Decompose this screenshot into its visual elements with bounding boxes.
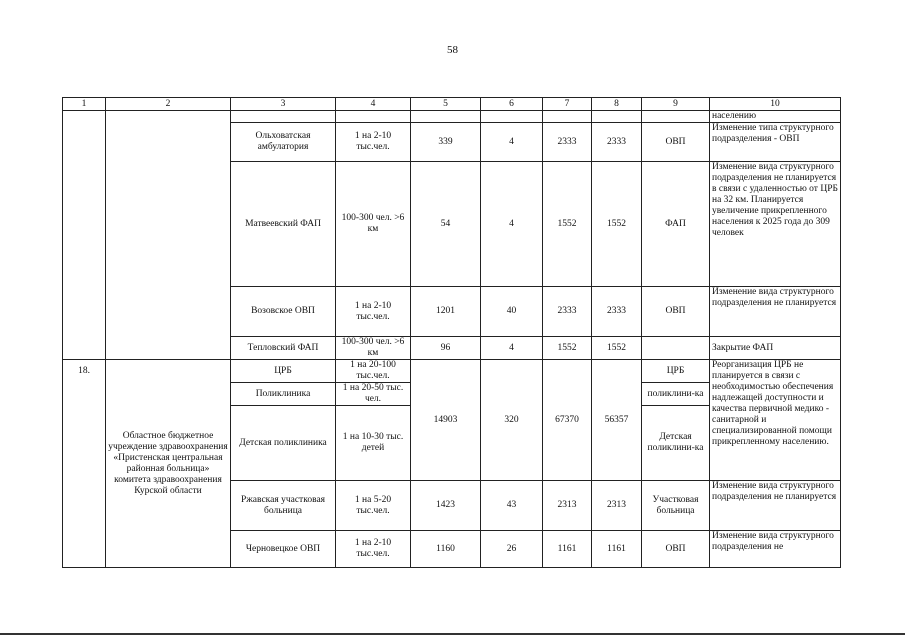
facilities-table xyxy=(62,97,841,568)
value: 2333 xyxy=(543,287,592,337)
cell xyxy=(592,111,642,123)
norm: 100-300 чел. >6 км xyxy=(336,162,411,287)
header-cell: 9 xyxy=(642,98,710,111)
value: 96 xyxy=(411,337,481,360)
header-cell: 8 xyxy=(592,98,642,111)
table-row xyxy=(63,360,841,383)
facility-name: Возовское ОВП xyxy=(231,287,336,337)
value: 40 xyxy=(481,287,543,337)
header-cell: 10 xyxy=(710,98,841,111)
type xyxy=(642,337,710,360)
cell xyxy=(642,111,710,123)
note: Изменение вида структурного подразделения не планируется xyxy=(710,287,841,337)
value: 2333 xyxy=(592,123,642,162)
value: 4 xyxy=(481,337,543,360)
value: 320 xyxy=(481,360,543,481)
type: Участковая больница xyxy=(642,481,710,531)
value: 339 xyxy=(411,123,481,162)
norm: 1 на 2-10 тыс.чел. xyxy=(336,287,411,337)
note: Изменение типа структурного подразделения - ОВП xyxy=(710,123,841,162)
header-row xyxy=(63,98,841,111)
type: Детская поликлини-ка xyxy=(642,406,710,481)
value: 2313 xyxy=(592,481,642,531)
header-cell: 1 xyxy=(63,98,106,111)
type: ОВП xyxy=(642,123,710,162)
type: ОВП xyxy=(642,287,710,337)
type: ОВП xyxy=(642,531,710,568)
norm: 100-300 чел. >6 км xyxy=(336,337,411,360)
header-cell: 3 xyxy=(231,98,336,111)
value: 1552 xyxy=(543,162,592,287)
value: 1552 xyxy=(592,162,642,287)
note: Закрытие ФАП xyxy=(710,337,841,360)
norm: 1 на 2-10 тыс.чел. xyxy=(336,531,411,568)
norm: 1 на 5-20 тыс.чел. xyxy=(336,481,411,531)
cell xyxy=(481,111,543,123)
facility-name: Тепловский ФАП xyxy=(231,337,336,360)
facility-name: Матвеевский ФАП xyxy=(231,162,336,287)
header-cell: 7 xyxy=(543,98,592,111)
row-number: 18. xyxy=(63,360,106,568)
value: 56357 xyxy=(592,360,642,481)
value: 1160 xyxy=(411,531,481,568)
value: 1552 xyxy=(543,337,592,360)
value: 2313 xyxy=(543,481,592,531)
facility-name: Черновецкое ОВП xyxy=(231,531,336,568)
note: Изменение вида структурного подразделения не планируется xyxy=(710,481,841,531)
header-cell: 2 xyxy=(106,98,231,111)
cell xyxy=(543,111,592,123)
value: 2333 xyxy=(592,287,642,337)
value: 1423 xyxy=(411,481,481,531)
header-cell: 6 xyxy=(481,98,543,111)
value: 4 xyxy=(481,162,543,287)
header-cell: 4 xyxy=(336,98,411,111)
norm: 1 на 2-10 тыс.чел. xyxy=(336,123,411,162)
facility-name: Ржавская участковая больница xyxy=(231,481,336,531)
type: ФАП xyxy=(642,162,710,287)
facility-name: ЦРБ xyxy=(231,360,336,383)
table-row xyxy=(63,111,841,123)
cell xyxy=(336,111,411,123)
value: 14903 xyxy=(411,360,481,481)
facility-name: Ольховатская амбулатория xyxy=(231,123,336,162)
value: 2333 xyxy=(543,123,592,162)
norm: 1 на 20-100 тыс.чел. xyxy=(336,360,411,383)
cell-note: населению xyxy=(710,111,841,123)
value: 1161 xyxy=(543,531,592,568)
cell xyxy=(231,111,336,123)
page-bottom-edge xyxy=(0,633,905,635)
organization-name: Областное бюджетное учреждение здравоохранения «Пристенская центральная районная больница» комитета здравоохранения Курской области xyxy=(106,360,231,568)
header-cell: 5 xyxy=(411,98,481,111)
value: 1161 xyxy=(592,531,642,568)
note: Изменение вида структурного подразделения не планируется в связи с удаленностью от ЦРБ на 32 км. Планируется увеличение прикрепленного населения к 2025 года до 309 человек xyxy=(710,162,841,287)
facility-name: Поликлиника xyxy=(231,383,336,406)
cell xyxy=(411,111,481,123)
note: Реорганизация ЦРБ не планируется в связи с необходимостью обеспечения надлежащей доступности и качества первичной медико - санитарной и специализированной помощи прикрепленному населению. xyxy=(710,360,841,481)
note: Изменение вида структурного подразделения не xyxy=(710,531,841,568)
cell xyxy=(63,111,106,360)
type: ЦРБ xyxy=(642,360,710,383)
value: 67370 xyxy=(543,360,592,481)
cell xyxy=(106,111,231,360)
value: 43 xyxy=(481,481,543,531)
facility-name: Детская поликлиника xyxy=(231,406,336,481)
type: поликлини-ка xyxy=(642,383,710,406)
page-number: 58 xyxy=(447,44,458,56)
value: 4 xyxy=(481,123,543,162)
value: 26 xyxy=(481,531,543,568)
value: 1201 xyxy=(411,287,481,337)
value: 1552 xyxy=(592,337,642,360)
norm: 1 на 10-30 тыс. детей xyxy=(336,406,411,481)
norm: 1 на 20-50 тыс. чел. xyxy=(336,383,411,406)
value: 54 xyxy=(411,162,481,287)
